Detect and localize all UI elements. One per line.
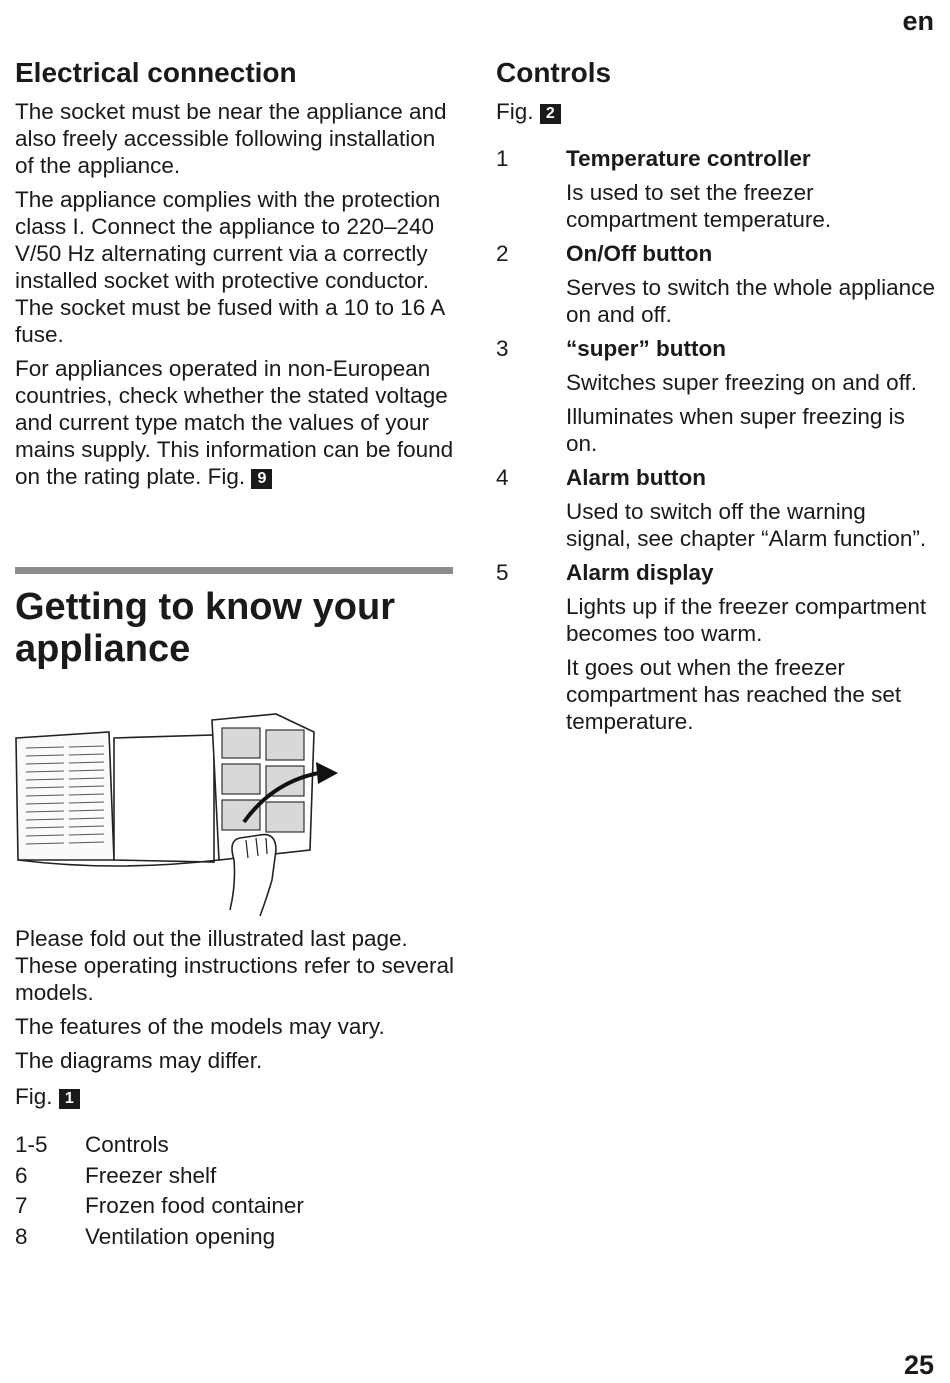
legend-row [15,1161,455,1192]
fig-1-line [15,1083,455,1110]
electrical-paragraph-1: The socket must be near the appliance and also freely accessible following installation of the appliance. [15,99,447,178]
electrical-paragraph-3 [15,355,455,490]
fold-out-manual-illustration [14,710,344,920]
control-title: Alarm button [566,465,706,490]
language-code: en [902,6,934,36]
control-description: It goes out when the freezer compartment has reached the set temperature. [566,655,902,734]
control-description: Lights up if the freezer compartment becomes too warm. [566,594,927,646]
control-description: Used to switch off the warning signal, see chapter “Alarm function”. [566,499,927,551]
control-item-alarm-button [496,464,936,559]
legend-row [15,1191,455,1222]
features-paragraph: The features of the models may vary. [15,1014,385,1039]
fig-2-label: Fig. [496,99,534,124]
legend-label: Ventilation opening [85,1223,276,1249]
legend-label: Controls [85,1132,169,1157]
controls-section [496,56,936,742]
control-title: Alarm display [566,560,714,585]
controls-title: Controls [496,57,612,88]
diagrams-paragraph: The diagrams may differ. [15,1048,263,1073]
parts-legend [15,1130,455,1252]
fig-reference-2: 2 [540,104,561,124]
electrical-connection-section [15,56,455,497]
fold-out-paragraph: Please fold out the illustrated last page. These operating instructions refer to several models. [15,926,454,1005]
control-description: Illuminates when super freezing is on. [566,404,905,456]
getting-to-know-section [15,925,455,1252]
control-item-on-off-button [496,240,936,335]
legend-number: 6 [15,1162,28,1188]
control-title: Temperature controller [566,146,811,171]
control-title: On/Off button [566,241,713,266]
legend-label: Frozen food container [85,1193,304,1218]
getting-to-know-title-line1: Getting to know your [15,586,395,628]
control-item-super-button [496,335,936,464]
control-number: 1 [496,146,509,171]
fig-2-line [496,98,936,125]
legend-number: 1-5 [15,1132,48,1157]
control-item-temperature-controller [496,145,936,240]
legend-row [15,1130,455,1161]
getting-to-know-title-line2: appliance [15,628,191,670]
control-number: 5 [496,560,509,585]
control-description: Switches super freezing on and off. [566,370,918,395]
section-divider [15,567,453,574]
fig-1-label: Fig. [15,1084,53,1109]
legend-number: 8 [15,1223,28,1249]
control-number: 3 [496,336,509,361]
control-description: Is used to set the freezer compartment temperature. [566,180,832,232]
electrical-connection-title: Electrical connection [15,57,297,88]
electrical-paragraph-3-text: For appliances operated in non-European countries, check whether the stated voltage and current type match the values of your mains supply. This information can be found on the rating plate. Fig. [15,356,454,489]
getting-to-know-heading [15,586,455,670]
control-description: Serves to switch the whole appliance on and off. [566,275,935,327]
fig-reference-9: 9 [251,469,272,489]
control-number: 2 [496,241,509,266]
legend-label: Freezer shelf [85,1162,217,1188]
fig-reference-1: 1 [59,1089,80,1109]
legend-number: 7 [15,1193,28,1218]
control-item-alarm-display [496,559,936,742]
legend-row [15,1222,455,1253]
control-title: “super” button [566,336,726,361]
control-number: 4 [496,465,509,490]
electrical-paragraph-2: The appliance complies with the protection class I. Connect the appliance to 220–240 V/50 Hz alternating current via a correctly installed socket with protective conductor. The socket must be fused with a 10 to 16 A fuse. [15,187,445,347]
page-number: 25 [903,1350,934,1380]
